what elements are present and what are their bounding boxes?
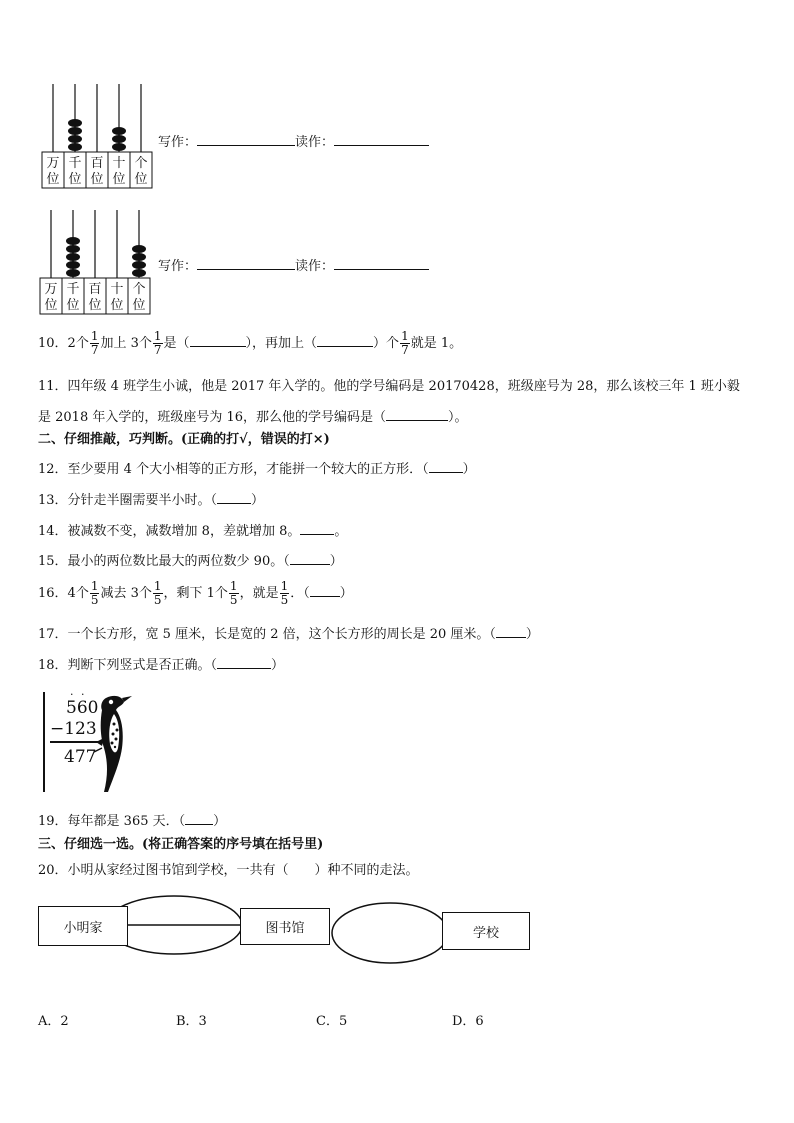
route-loop-2 xyxy=(332,903,448,963)
option-d[interactable]: D．6 xyxy=(452,1014,484,1029)
abacus-bead xyxy=(112,127,126,135)
read-blank[interactable] xyxy=(334,257,429,270)
q13-text: ） xyxy=(251,493,265,508)
abacus-place-suffix: 位 xyxy=(66,298,80,313)
option-a[interactable]: A．2 xyxy=(38,1014,69,1029)
library-box: 图书馆 xyxy=(240,908,330,945)
question-11-line-1: 11．四年级 4 班学生小诚，他是 2017 年入学的。他的学号编码是 20170428，班级座号为 28，那么该校三年 1 班小毅 xyxy=(38,379,740,394)
answer-blank[interactable] xyxy=(317,332,373,347)
abacus-place-suffix: 位 xyxy=(90,172,104,187)
q18-text: ） xyxy=(271,658,285,673)
abacus-place-label: 十 xyxy=(110,282,124,297)
abacus-bead xyxy=(132,261,146,269)
difference: 477 xyxy=(64,747,97,767)
abacus-bead xyxy=(66,269,80,277)
minuend: 560 xyxy=(66,698,99,718)
answer-blank[interactable] xyxy=(310,582,340,597)
abacus-place-label: 百 xyxy=(88,282,102,297)
borrow-dots: · · xyxy=(70,688,87,701)
question-18 xyxy=(38,654,284,675)
q14-text: 14．被减数不变，减数增加 8，差就增加 8。 xyxy=(38,524,301,539)
write-blank[interactable] xyxy=(197,257,295,270)
abacus-place-label: 千 xyxy=(66,282,80,297)
abacus-place-label: 个 xyxy=(132,282,146,297)
q19-text: ） xyxy=(213,814,227,829)
abacus-bead xyxy=(132,269,146,277)
abacus-bead xyxy=(66,245,80,253)
q11-text: ）。 xyxy=(448,410,468,425)
fraction: $\frac{1}{5}$ xyxy=(280,579,289,607)
read-label: 读作： xyxy=(295,135,335,150)
q16-text: ．（ xyxy=(290,586,310,601)
fraction: $\frac{1}{5}$ xyxy=(90,579,99,607)
question-14 xyxy=(38,520,347,541)
question-20-stem: 20．小明从家经过图书馆到学校，一共有（ ）种不同的走法。 xyxy=(38,863,419,878)
abacus-place-label: 万 xyxy=(46,156,60,171)
answer-blank[interactable] xyxy=(290,550,330,565)
question-16 xyxy=(38,580,353,607)
abacus-2-answer-row xyxy=(158,255,429,274)
answer-blank[interactable] xyxy=(300,520,334,535)
q10-text: 是（ xyxy=(163,336,190,351)
answer-blank[interactable] xyxy=(429,458,463,473)
q12-text: ） xyxy=(462,462,476,477)
option-b[interactable]: B．3 xyxy=(176,1014,207,1029)
write-label: 写作： xyxy=(158,259,198,274)
q10-text: ），再加上（ xyxy=(245,336,318,351)
abacus-place-label: 百 xyxy=(90,156,104,171)
q16-text: ，就是 xyxy=(239,586,279,601)
fraction: $\frac{1}{7}$ xyxy=(401,329,409,357)
abacus-place-suffix: 位 xyxy=(44,298,58,313)
abacus-bead xyxy=(112,143,126,151)
abacus-place-label: 个 xyxy=(134,156,148,171)
abacus-bead xyxy=(66,253,80,261)
q15-text: ） xyxy=(329,554,343,569)
q11-text: 是 2018 年入学的，班级座号为 16，那么他的学号编码是（ xyxy=(38,410,387,425)
q19-text: 19．每年都是 365 天．（ xyxy=(38,814,186,829)
abacus-1 xyxy=(40,80,160,194)
q18-text: 18．判断下列竖式是否正确。（ xyxy=(38,658,218,673)
answer-blank[interactable] xyxy=(217,654,271,669)
answer-blank[interactable] xyxy=(190,332,246,347)
q13-text: 13．分针走半圈需要半小时。（ xyxy=(38,493,218,508)
q17-text: ） xyxy=(525,627,539,642)
abacus-2-drawing xyxy=(38,206,158,316)
abacus-place-label: 万 xyxy=(44,282,58,297)
abacus-bead xyxy=(132,253,146,261)
q16-text: ，剩下 1个 xyxy=(163,586,228,601)
q16-text: 16．4个 xyxy=(38,586,89,601)
abacus-bead xyxy=(68,135,82,143)
abacus-bead xyxy=(68,143,82,151)
option-c[interactable]: C．5 xyxy=(316,1014,348,1029)
abacus-1-answer-row xyxy=(158,131,429,150)
abacus-1-drawing xyxy=(40,80,160,190)
q16-text: ） xyxy=(339,586,353,601)
question-17 xyxy=(38,623,539,644)
section-3-heading: 三、仔细选一选。(将正确答案的序号填在括号里) xyxy=(38,837,324,852)
question-13 xyxy=(38,489,264,510)
q12-text: 12．至少要用 4 个大小相等的正方形，才能拼一个较大的正方形．（ xyxy=(38,462,429,477)
school-box: 学校 xyxy=(442,912,530,950)
woodpecker-icon xyxy=(92,692,138,796)
question-12 xyxy=(38,458,476,479)
q16-text: 减去 3个 xyxy=(100,586,152,601)
answer-blank[interactable] xyxy=(185,810,213,825)
abacus-place-suffix: 位 xyxy=(68,172,82,187)
abacus-place-suffix: 位 xyxy=(88,298,102,313)
answer-blank[interactable] xyxy=(217,489,251,504)
q10-text: ）个 xyxy=(373,336,400,351)
abacus-bead xyxy=(68,127,82,135)
vertical-calculation xyxy=(40,688,140,796)
abacus-place-suffix: 位 xyxy=(132,298,146,313)
question-11-line-2 xyxy=(38,406,468,427)
q15-text: 15．最小的两位数比最大的两位数少 90。（ xyxy=(38,554,290,569)
abacus-bead xyxy=(112,135,126,143)
left-bar xyxy=(43,692,45,792)
write-blank[interactable] xyxy=(197,133,295,146)
abacus-bead xyxy=(132,245,146,253)
q10-text: 就是 1。 xyxy=(410,336,463,351)
home-box: 小明家 xyxy=(38,906,128,946)
fraction: $\frac{1}{5}$ xyxy=(153,579,162,607)
section-2-heading: 二、仔细推敲，巧判断。(正确的打√，错误的打×) xyxy=(38,432,330,447)
read-blank[interactable] xyxy=(334,133,429,146)
q14-text: 。 xyxy=(334,524,348,539)
read-label: 读作： xyxy=(295,259,335,274)
abacus-bead xyxy=(66,261,80,269)
question-15 xyxy=(38,550,343,571)
abacus-place-suffix: 位 xyxy=(46,172,60,187)
fraction: $\frac{1}{7}$ xyxy=(153,329,162,357)
abacus-place-label: 十 xyxy=(112,156,126,171)
abacus-place-suffix: 位 xyxy=(110,298,124,313)
abacus-2 xyxy=(38,206,158,320)
abacus-bead xyxy=(66,237,80,245)
write-label: 写作： xyxy=(158,135,198,150)
abacus-bead xyxy=(68,119,82,127)
question-19 xyxy=(38,810,226,831)
answer-blank[interactable] xyxy=(386,406,448,421)
answer-blank[interactable] xyxy=(496,623,526,638)
fraction: $\frac{1}{5}$ xyxy=(229,579,238,607)
abacus-place-suffix: 位 xyxy=(134,172,148,187)
subtrahend: −123 xyxy=(50,719,97,739)
abacus-place-suffix: 位 xyxy=(112,172,126,187)
q10-text: 加上 3个 xyxy=(100,336,152,351)
fraction: $\frac{1}{7}$ xyxy=(90,329,99,357)
q17-text: 17．一个长方形，宽 5 厘米，长是宽的 2 倍，这个长方形的周长是 20 厘米。（ xyxy=(38,627,496,642)
q10-text: 10．2个 xyxy=(38,336,89,351)
question-10 xyxy=(38,330,462,357)
abacus-place-label: 千 xyxy=(68,156,82,171)
